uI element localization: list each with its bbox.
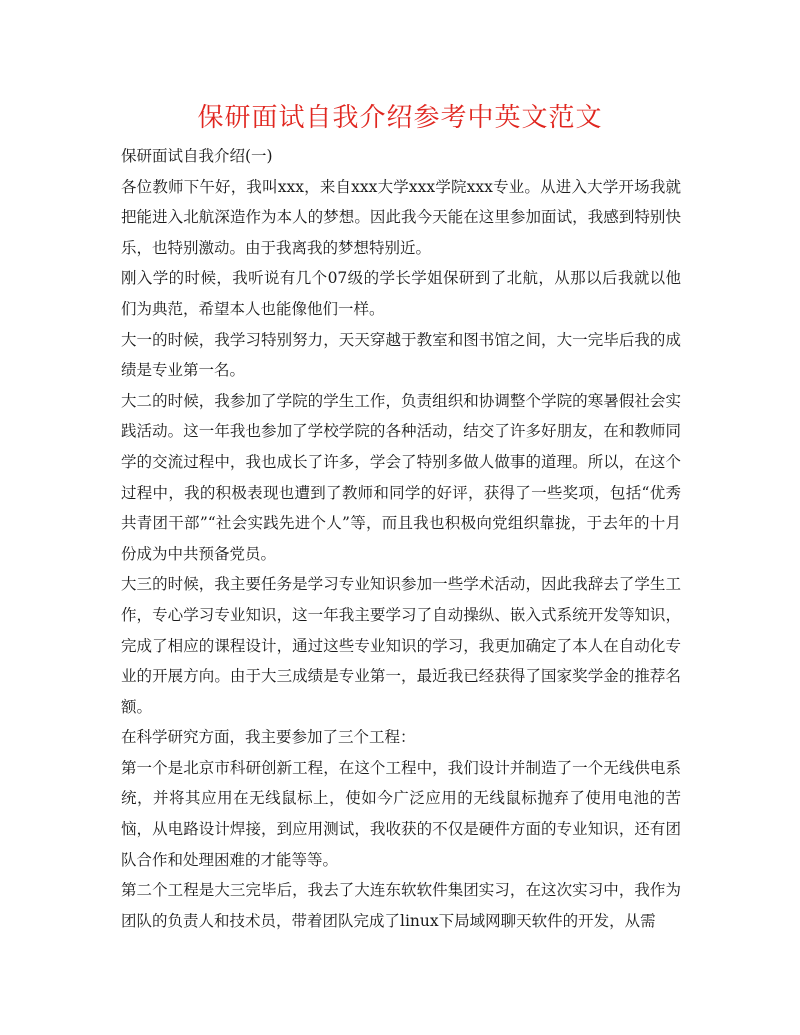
paragraph: 在科学研究方面，我主要参加了三个工程： — [121, 728, 416, 747]
paragraph: 各位教师下午好，我叫xxx，来自xxx大学xxx学院xxx专业。从进入大学开场我就把能进入北航深造作为本人的梦想。因此我今天能在这里参加面试，我感到特别快乐，也特别激动。由于我离我的梦想特别近。 — [121, 177, 681, 257]
paragraph: 大一的时候，我学习特别努力，天天穿越于教室和图书馆之间，大一完毕后我的成绩是专业第一名。 — [121, 330, 681, 380]
paragraph: 大三的时候，我主要任务是学习专业知识参加一些学术活动，因此我辞去了学生工作，专心学习专业知识，这一年我主要学习了自动操纵、嵌入式系统开发等知识，完成了相应的课程设计，通过这些专业知识的学习，我更加确定了本人在自动化专业的开展方向。由于大三成绩是专业第一，最近我已经获得了国家奖学金的推荐名额。 — [121, 575, 681, 716]
document-title: 保研面试自我介绍参考中英文范文 — [197, 103, 603, 133]
paragraph: 刚入学的时候，我听说有几个07级的学长学姐保研到了北航，从那以后我就以他们为典范，希望本人也能像他们一样。 — [121, 269, 681, 318]
paragraph: 第一个是北京市科研创新工程，在这个工程中，我们设计并制造了一个无线供电系统，并将其应用在无线鼠标上，使如今广泛应用的无线鼠标抛弃了使用电池的苦恼，从电路设计焊接，到应用测试，我收获的不仅是硬件方面的专业知识，还有团队合作和处理困难的才能等等。 — [121, 758, 681, 869]
document-body — [121, 141, 681, 936]
paragraph: 第二个工程是大三完毕后，我去了大连东软软件集团实习，在这次实习中，我作为团队的负责人和技术员，带着团队完成了linux下局域网聊天软件的开发，从需 — [121, 881, 681, 930]
paragraph: 大二的时候，我参加了学院的学生工作，负责组织和协调整个学院的寒暑假社会实践活动。这一年我也参加了学校学院的各种活动，结交了许多好朋友，在和教师同学的交流过程中，我也成长了许多，学会了特别多做人做事的道理。所以，在这个过程中，我的积极表现也遭到了教师和同学的好评，获得了一些奖项，包括“优秀共青团干部”“社会实践先进个人”等，而且我也积极向党组织靠拢，于去年的十月份成为中共预备党员。 — [121, 391, 681, 563]
section-heading: 保研面试自我介绍(一) — [121, 147, 273, 165]
